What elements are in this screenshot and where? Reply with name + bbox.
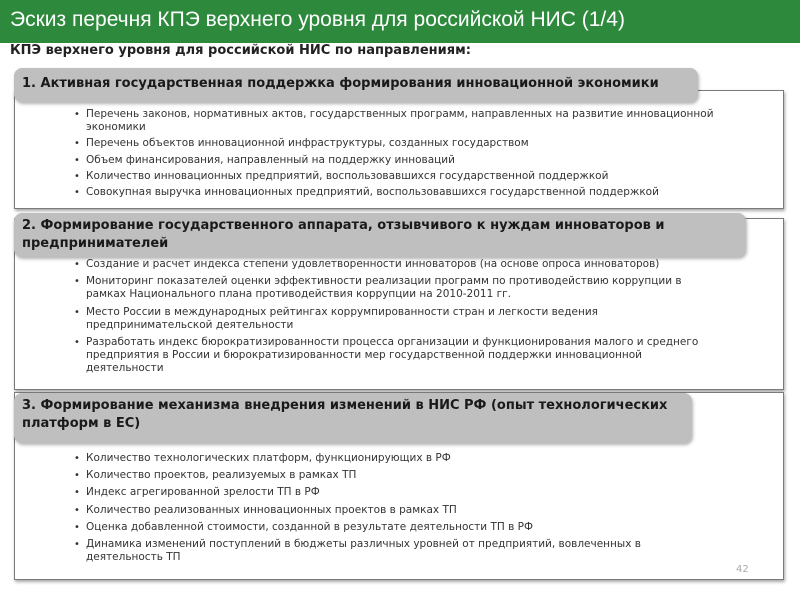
slide-title: Эскиз перечня КПЭ верхнего уровня для российской НИС (1/4): [10, 8, 625, 31]
list-item: [74, 521, 664, 534]
list-item: [74, 336, 714, 376]
list-item-text: Совокупная выручка инновационных предприятий, воспользовавшихся государственной поддержкой: [86, 186, 659, 199]
slide-subtitle: КПЭ верхнего уровня для российской НИС по направлениям:: [10, 43, 471, 58]
bullet-icon: •: [74, 259, 80, 270]
bullet-icon: •: [74, 453, 80, 464]
bullet-icon: •: [74, 276, 80, 288]
list-item: [74, 275, 714, 301]
section-3-heading: 3. Формирование механизма внедрения изменений в НИС РФ (опыт технологических платформ в ЕС): [14, 393, 692, 443]
list-item: [74, 154, 734, 167]
list-item: [74, 186, 734, 199]
list-item: [74, 108, 734, 134]
bullet-icon: •: [74, 521, 80, 533]
list-item-text: Количество инновационных предприятий, воспользовавшихся государственной поддержкой: [86, 169, 609, 182]
list-item-text: Количество реализованных инновационных проектов в рамках ТП: [86, 503, 457, 516]
bullet-icon: •: [74, 504, 80, 516]
list-item: [74, 137, 734, 150]
bullet-icon: •: [74, 539, 80, 551]
section-3-list: [74, 452, 664, 568]
list-item-text: Перечень законов, нормативных актов, государственных программ, направленных на развитие инновационной экономики: [86, 108, 714, 134]
section-2-list: [74, 258, 714, 380]
bullet-icon: •: [74, 306, 80, 318]
list-item-text: Количество технологических платформ, функционирующих в РФ: [86, 452, 451, 464]
list-item: [74, 538, 664, 564]
bullet-icon: •: [74, 487, 80, 499]
section-1-list: [74, 108, 734, 202]
bullet-icon: •: [74, 154, 80, 166]
list-item-text: Объем финансирования, направленный на поддержку инноваций: [86, 153, 455, 166]
list-item-text: Динамика изменений поступлений в бюджеты различных уровней от предприятий, вовлеченных в деятельность ТП: [86, 538, 641, 564]
bullet-icon: •: [74, 170, 80, 182]
bullet-icon: •: [74, 470, 80, 482]
list-item-text: Место России в международных рейтингах коррумпированности стран и легкости ведения предпринимательской деятельности: [86, 305, 598, 331]
bullet-icon: •: [74, 109, 80, 120]
list-item: [74, 306, 714, 332]
page-number: 42: [736, 564, 749, 575]
list-item: [74, 170, 734, 183]
list-item-text: Создание и расчет индекса степени удовлетворенности инноваторов (на основе опроса инноваторов): [86, 258, 660, 270]
list-item-text: Перечень объектов инновационной инфраструктуры, созданных государством: [86, 137, 529, 150]
list-item: [74, 504, 664, 517]
list-item: [74, 486, 664, 499]
section-1-heading: 1. Активная государственная поддержка формирования инновационной экономики: [14, 68, 698, 102]
list-item-text: Оценка добавленной стоимости, созданной в результате деятельности ТП в РФ: [86, 520, 533, 533]
list-item: [74, 469, 664, 482]
list-item-text: Количество проектов, реализуемых в рамках ТП: [86, 469, 357, 482]
list-item-text: Индекс агрегированной зрелости ТП в РФ: [86, 486, 320, 499]
bullet-icon: •: [74, 138, 80, 150]
section-2-heading: 2. Формирование государственного аппарата, отзывчивого к нуждам инноваторов и предпринимателей: [14, 213, 746, 257]
list-item: [74, 452, 664, 465]
bullet-icon: •: [74, 337, 80, 349]
bullet-icon: •: [74, 187, 80, 199]
title-bar: [0, 0, 800, 43]
list-item-text: Разработать индекс бюрократизированности процесса организации и функционирования малого и среднего предприятия в России и бюрократизированности мер государственной поддержки инновационной деятельности: [86, 336, 699, 375]
list-item-text: Мониторинг показателей оценки эффективности реализации программ по противодействию коррупции в рамках Национального плана противодействия коррупции на 2010-2011 гг.: [86, 275, 682, 301]
list-item: [74, 258, 714, 271]
